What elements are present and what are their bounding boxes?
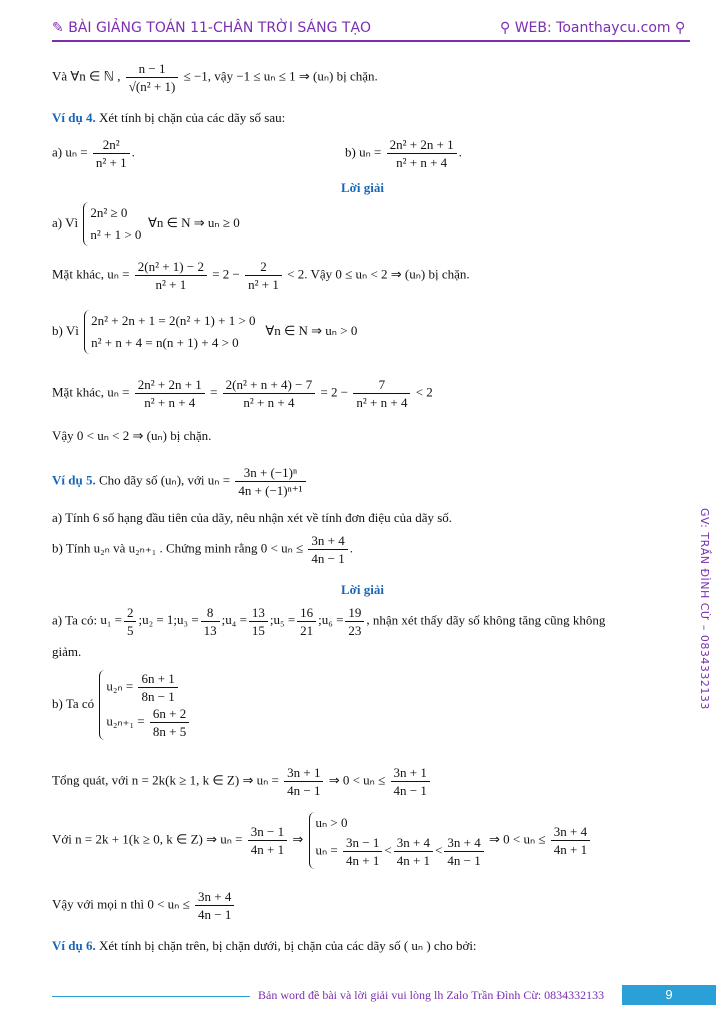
term-5: u₆ = $\frac{19}{23}$ , xyxy=(321,605,370,638)
example-5-title: Ví dụ 5. Cho dãy số (uₙ), với uₙ = $\frac{\text{3n + (−1)ⁿ}}{\text{4n + (−1)ⁿ⁺¹}}$ xyxy=(52,464,308,499)
solution-heading-2: Lời giải xyxy=(341,582,384,597)
term-1: u₁ = $\frac{2}{5}$ ; xyxy=(100,605,143,638)
sol4-a-line2: Mặt khác, uₙ = $\frac{\text{2(n² + 1) − 2}}{\text{n² + 1}}$ = 2 − $\frac{2}{\text{n² + 1}}$ < 2. Vậy 0 ≤ uₙ < 2 ⇒ (uₙ) bị chặn. xyxy=(52,259,470,292)
sol5-a-cont: giảm. xyxy=(52,644,82,659)
header-right xyxy=(500,20,685,36)
sol4-a-line1: a) Vì 2n² ≥ 0 n² + 1 > 0 ∀n ∈ N ⇒ uₙ ≥ 0 xyxy=(52,202,240,246)
line-1: Và ∀n ∈ ℕ , $\frac{n - 1}{\text{√(n² + 1)}}$ ≤ −1, vậy −1 ≤ uₙ ≤ 1 ⇒ (uₙ) bị chặn. xyxy=(52,61,378,94)
header-divider xyxy=(52,40,690,42)
fraction: $\frac{n - 1}{\text{√(n² + 1)}}$ xyxy=(126,60,179,95)
header-web[interactable]: WEB: Toanthaycu.com xyxy=(514,20,671,36)
term-4: u₅ = $\frac{16}{21}$ ; xyxy=(273,605,322,638)
sol5-a: a) Ta có: u₁ = $\frac{2}{5}$ ;u₂ = 1;u₃ = $\frac{8}{13}$ ;u₄ = $\frac{13}{15}$ ;u₅ = $\frac{16}{21}$ ;u₆ = $\frac{19}{23}$ , nhận xét thấy dãy số không tăng cũng không xyxy=(52,605,606,638)
edit-icon: ✎ xyxy=(52,20,64,36)
term-2: u₂ = 1;u₃ = $\frac{8}{13}$ ; xyxy=(142,605,226,638)
sol4-b-line3: Vậy 0 < uₙ < 2 ⇒ (uₙ) bị chặn. xyxy=(52,428,212,443)
map-pin-icon: ⚲ xyxy=(674,20,686,36)
sol5-b: b) Ta có u₂ₙ = $\frac{6n + 1}{8n - 1}$ u₂ₙ₊₁ = $\frac{6n + 2}{8n + 5}$ xyxy=(52,670,191,740)
sol5-general: Tổng quát, với n = 2k(k ≥ 1, k ∈ Z) ⇒ uₙ = $\frac{3n + 1}{4n - 1}$ ⇒ 0 < uₙ ≤ $\frac{3n + 1}{4n - 1}$ xyxy=(52,764,432,799)
sol4-b-line1: b) Vì 2n² + 2n + 1 = 2(n² + 1) + 1 > 0 n² + n + 4 = n(n + 1) + 4 > 0 ∀n ∈ N ⇒ uₙ > 0 xyxy=(52,310,357,354)
example-4-title: Ví dụ 4. Xét tính bị chặn của các dãy số sau: xyxy=(52,110,286,125)
solution-heading: Lời giải xyxy=(341,180,384,195)
header-title: BÀI GIẢNG TOÁN 11-CHÂN TRỜI SÁNG TẠO xyxy=(68,20,372,36)
map-pin-icon: ⚲ xyxy=(500,20,511,36)
footer-divider xyxy=(52,996,250,997)
sol5-conclusion: Vậy với mọi n thì 0 < uₙ ≤ $\frac{3n + 4}{4n - 1}$ xyxy=(52,888,236,923)
example-4-a: a) uₙ = $\frac{\text{2n²}}{\text{n² + 1}}$ . xyxy=(52,137,135,170)
example-5-a: a) Tính 6 số hạng đầu tiên của dãy, nêu nhận xét về tính đơn điệu của dãy số. xyxy=(52,510,453,525)
footer-text: Bản word đề bài và lời giải vui lòng lh Zalo Trần Đình Cừ: 0834332133 xyxy=(258,988,605,1002)
example-5-b: b) Tính u₂ₙ và u₂ₙ₊₁ . Chứng minh rằng 0 < uₙ ≤ $\frac{3n + 4}{4n - 1}$ . xyxy=(52,533,354,566)
header-left xyxy=(52,20,371,36)
page-number: 9 xyxy=(622,985,716,1005)
example-4-b: b) uₙ = $\frac{\text{2n² + 2n + 1}}{\text{n² + n + 4}}$ . xyxy=(345,137,462,170)
side-author: GV: TRẦN ĐÌNH CỪ – 0834332133 xyxy=(698,508,711,710)
example-6-title: Ví dụ 6. Xét tính bị chặn trên, bị chặn dưới, bị chặn của các dãy số ( uₙ ) cho bởi: xyxy=(52,938,477,953)
term-3: u₄ = $\frac{13}{15}$ ; xyxy=(225,605,274,638)
sol4-b-line2: Mặt khác, uₙ = $\frac{\text{2n² + 2n + 1}}{\text{n² + n + 4}}$ = $\frac{\text{2(n² + n + 4) − 7}}{\text{n² + n + 4}}$ = 2 − $\frac{7}{\text{n² + n + 4}}$ < 2 xyxy=(52,377,433,410)
sol5-odd: Với n = 2k + 1(k ≥ 0, k ∈ Z) ⇒ uₙ = $\frac{3n - 1}{4n + 1}$ ⇒ uₙ > 0 uₙ = $\frac{3n - 1}{4n + 1}$ < $\frac{3n + 4}{4n + 1}$ < $\frac{3n + 4}{4n - 1}$ ⇒ 0 < uₙ ≤ $\frac{3n + 4}{4n + 1}$ xyxy=(52,812,592,869)
